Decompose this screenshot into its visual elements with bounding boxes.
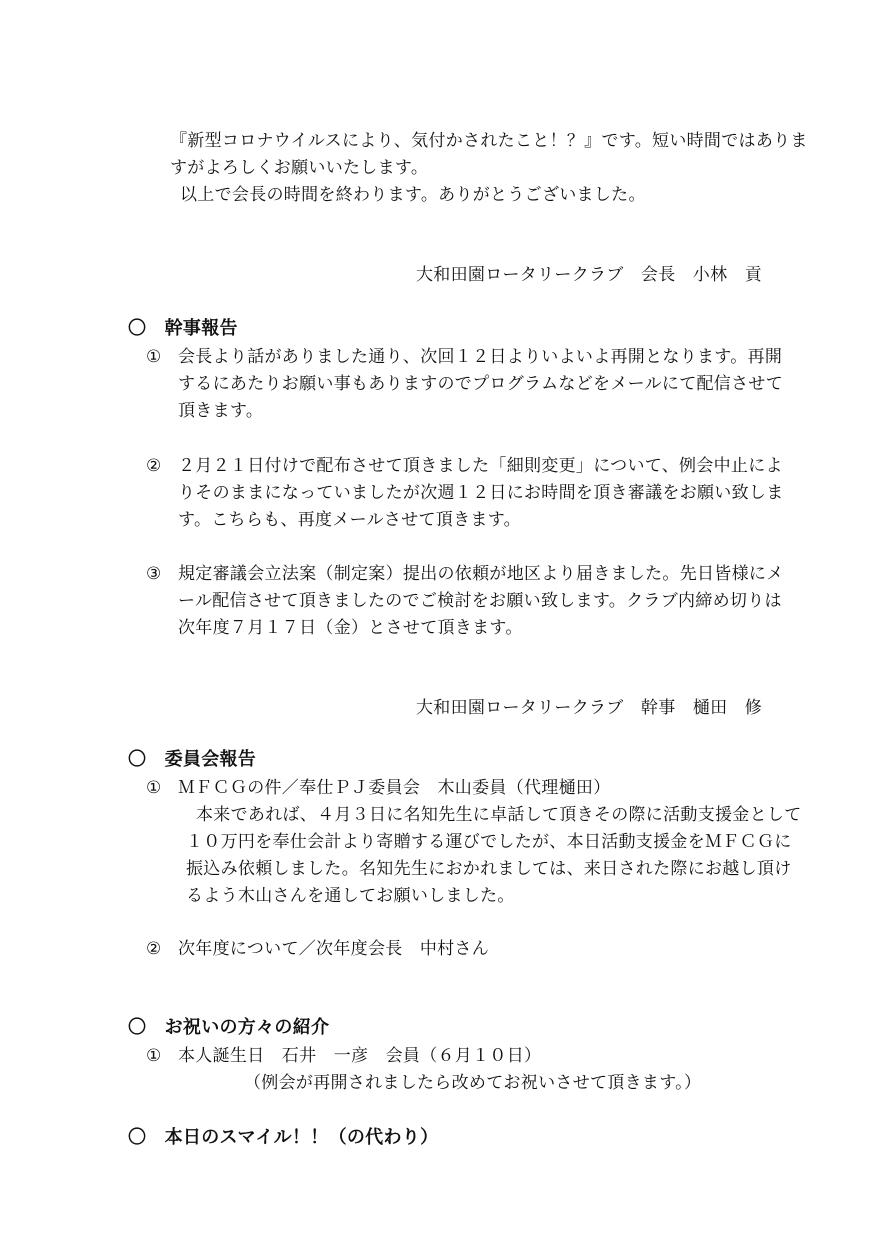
secretary-item-2-num: ②	[146, 456, 162, 476]
celebration-heading: 〇 お祝いの方々の紹介	[128, 1017, 330, 1038]
celebration-item-num: ①	[146, 1046, 162, 1066]
secretary-item-3-line-3: 次年度７月１７日（金）とさせて頂きます。	[178, 618, 523, 638]
celebration-note: （例会が再開されましたら改めてお祝いさせて頂きます。）	[244, 1073, 702, 1093]
secretary-item-3-num: ③	[146, 564, 162, 584]
secretary-item-2-line-2: りそのままになっていましたが次週１２日にお時間を頂き審議をお願い致しま	[178, 483, 784, 503]
committee-item-1-line-3: 振込み依頼しました。名知先生におかれましては、来日された際にお越し頂け	[186, 859, 792, 879]
secretary-item-2-line-3: す。こちらも、再度メールさせて頂きます。	[178, 510, 521, 530]
secretary-item-3-line-2: ール配信させて頂きましたのでご検討をお願い致します。クラブ内締め切りは	[178, 591, 782, 611]
committee-report-heading: 〇 委員会報告	[128, 749, 257, 770]
secretary-item-1-line-2: するにあたりお願い事もありますのでプログラムなどをメールにて配信させて	[178, 374, 783, 394]
committee-item-1-title: ＭＦＣＧの件／奉仕ＰＪ委員会 木山委員（代理樋田）	[178, 778, 611, 798]
committee-item-1-line-4: るよう木山さんを通してお願いしました。	[186, 886, 515, 906]
signature-secretary: 大和田園ロータリークラブ 幹事 樋田 修	[416, 698, 762, 718]
celebration-item-title: 本人誕生日 石井 一彦 会員（６月１０日）	[178, 1046, 542, 1066]
committee-item-2-title: 次年度について／次年度会長 中村さん	[178, 939, 490, 959]
committee-item-1-line-2: １０万円を奉仕会計より寄贈する運びでしたが、本日活動支援金をＭＦＣＧに	[186, 832, 792, 852]
secretary-item-2-line-1: ２月２１日付けで配布させて頂きました「細則変更」について、例会中止によ	[178, 456, 783, 476]
secretary-item-3-line-1: 規定審議会立法案（制定案）提出の依頼が地区より届きました。先日皆様にメ	[178, 564, 784, 584]
committee-item-1-line-1: 本来であれば、４月３日に名知先生に卓話して頂きその際に活動支援金として	[196, 805, 802, 825]
secretary-report-heading: 〇 幹事報告	[128, 318, 238, 339]
secretary-item-1-line-1: 会長より話がありました通り、次回１２日よりいよいよ再開となります。再開	[178, 347, 783, 367]
secretary-item-1-line-3: 頂きます。	[178, 401, 264, 421]
signature-president: 大和田園ロータリークラブ 会長 小林 貢	[416, 265, 762, 285]
smile-heading: 〇 本日のスマイル！！（の代わり）	[128, 1127, 439, 1148]
intro-line-1: 『新型コロナウイルスにより、気付かされたこと！？』です。短い時間ではありま	[170, 131, 808, 151]
intro-line-2: すがよろしくお願いいたします。	[170, 158, 429, 178]
intro-line-3: 以上で会長の時間を終わります。ありがとうございました。	[180, 185, 646, 205]
committee-item-1-num: ①	[146, 778, 162, 798]
secretary-item-1-num: ①	[146, 347, 162, 367]
committee-item-2-num: ②	[146, 939, 162, 959]
